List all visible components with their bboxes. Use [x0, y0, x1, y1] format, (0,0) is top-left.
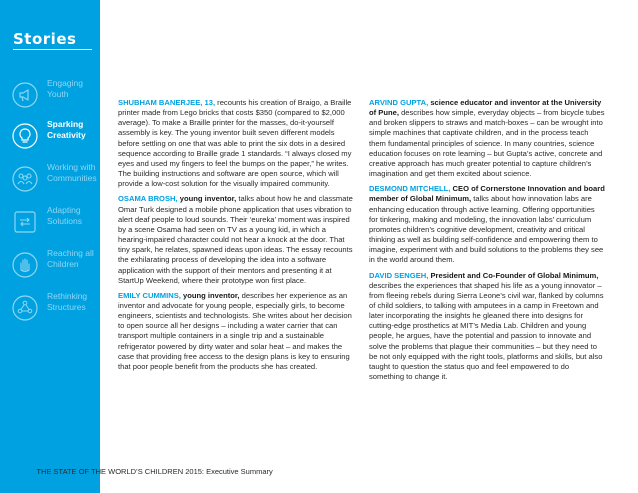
publication-title: THE STATE OF THE WORLD’S CHILDREN 2015: Executive Summary	[36, 467, 273, 476]
story-paragraph	[369, 271, 605, 383]
page-footer	[15, 466, 273, 480]
nav-item-sparking-creativity[interactable]	[0, 117, 100, 157]
nav-item-label: Working with Communities	[47, 162, 97, 183]
story-name: ARVIND GUPTA,	[369, 98, 429, 107]
nav-item-label: Engaging Youth	[47, 78, 83, 99]
story-text: describes her experience as an inventor and advocate for young people, especially girls, to become engineers, scientists and technologists. She writes about her decision to open source all her designs – including a water carrier that can transport multiple containers in a single trip and a sustainable refrigerator powered by dirty water and solar heat – and makes the case that providing free access to the design plans is key to ensuring that poor people benefit from the products she has created.	[118, 290, 352, 371]
nav-item-label: Adapting Solutions	[47, 205, 82, 226]
nav-item-label: Rethinking Structures	[47, 291, 88, 312]
nav-item-working-with-communities[interactable]	[0, 160, 100, 200]
story-role: science educator and inventor at the University of Pune,	[369, 98, 602, 118]
story-text: describes the experiences that shaped his life as a young innovator – from fleeing rebels during Sierra Leone’s civil war, flanked by columns of child soldiers, to talking with amputees in a camp in Freetown and later incorporating the insights he gleaned there into designs for cutting-edge prosthetics at MIT’s Media Lab. Children and young people, he argues, have the potential and passion to innovate and solve the problems that plague their communities – but they need to be not only equipped with the right tools, platforms and skills, but also taught to question the status quo and feel empowered to do something to change it.	[369, 280, 604, 382]
nav-item-adapting-solutions[interactable]	[0, 203, 100, 243]
sidebar-title-rule	[13, 49, 92, 50]
story-role: young inventor,	[177, 194, 237, 204]
nav-item-engaging-youth[interactable]	[0, 76, 100, 116]
stories-column-left	[118, 98, 354, 377]
sidebar-title: Stories	[13, 30, 77, 48]
nav-item-reaching-all-children[interactable]	[0, 246, 100, 286]
story-paragraph	[118, 98, 354, 189]
story-name: DAVID SENGEH,	[369, 270, 429, 280]
nav-item-label: Sparking Creativity	[47, 119, 86, 140]
story-role: President and Co-Founder of Global Minimum,	[428, 270, 599, 280]
network-icon	[12, 295, 38, 321]
story-paragraph	[369, 98, 605, 179]
story-text: talks about how innovation labs are enhancing education through active learning. Offering opportunities for tinkering, making and modeling, the innovation labs’ curriculum promotes children’s cognitive development, creativity and critical thinking as well as building self-confidence and empowering them to imagine, experiment with and build solutions to the problems they see in the world around them.	[369, 194, 604, 265]
nav-item-rethinking-structures[interactable]	[0, 289, 100, 329]
story-paragraph	[118, 194, 354, 285]
story-role: young inventor,	[180, 290, 240, 300]
story-text: talks about how he and classmate Omar Turk designed a mobile phone application that uses vibration to alert deaf people to loud sounds. Their ‘eureka’ moment was inspired by a scene Osama had seen on TV as a young kid, in which a hearing-impaired character could not hear a knock at the door. That tiny spark, he relates, spawned ideas upon ideas. The essay recounts the exhilarating process of developing the idea into a software application with the support of their mentors and presenting it at StartUp Weekend, where their prototype won first place.	[118, 194, 353, 285]
story-text: describes how simple, everyday objects – from bicycle tubes and broken slippers to straws and match-boxes – can be wrought into simple machines that captivate children, and in the process teach them fundamental principles of science. In many countries, science education focuses on rote learning – but Gupta’s active, concrete and creative approach has much greater potential to capture children’s imagination and get them excited about science.	[369, 108, 605, 179]
page-number: 12	[15, 466, 25, 476]
stories-column-right	[369, 98, 605, 387]
story-role: CEO of Cornerstone Innovation and board member of Global Minimum,	[369, 184, 605, 204]
story-name: EMILY CUMMINS,	[118, 290, 181, 300]
megaphone-icon	[12, 82, 38, 108]
story-text: recounts his creation of Braigo, a Braille printer made from Lego bricks that costs $350 (compared to $2,000 average). To make a Braille printer for the masses, do-it-yourself assembly is key. The young inventor built seven different models before settling on one that was able to print the six dots in a desired sequence according to Braille grade 1 standards. “I always closed my eyes and used my fingers to feel the bumps on the paper,” he writes. The building instructions and software are open source, which will provide a low-cost solution for the visually impaired community.	[118, 98, 352, 189]
story-name: SHUBHAM BANERJEE, 13,	[118, 98, 216, 107]
lightbulb-icon	[12, 123, 38, 149]
story-name: DESMOND MITCHELL,	[369, 184, 451, 194]
story-paragraph	[369, 184, 605, 265]
story-name: OSAMA BROSH,	[118, 194, 178, 204]
sidebar	[0, 0, 100, 493]
people-icon	[12, 166, 38, 192]
nav-item-label: Reaching all Children	[47, 248, 94, 269]
exchange-icon	[12, 209, 38, 235]
hand-icon	[12, 252, 38, 278]
story-paragraph	[118, 291, 354, 372]
